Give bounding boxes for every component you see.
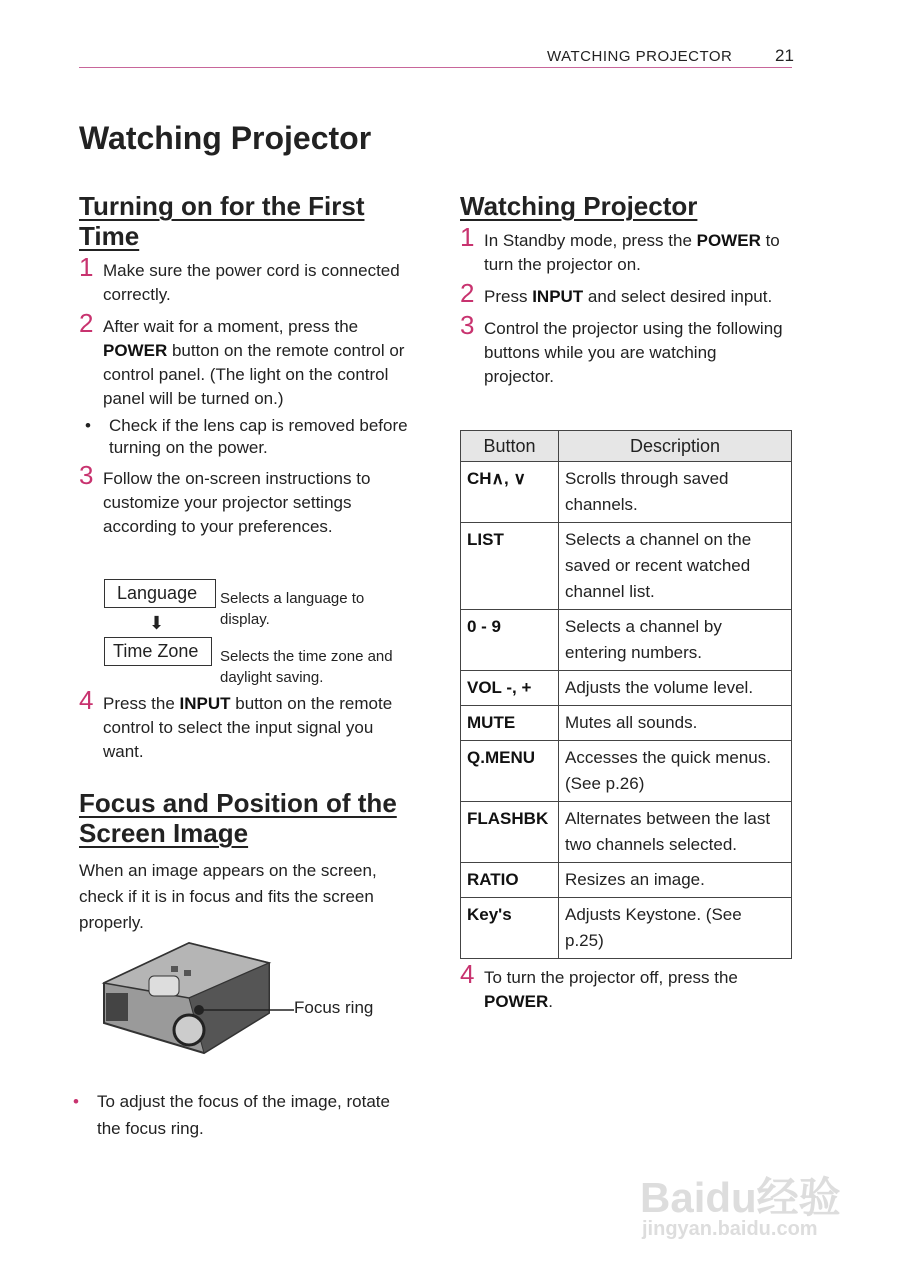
description-cell: Mutes all sounds. — [559, 706, 792, 741]
button-name-cell: Key's — [461, 898, 559, 959]
step-number: 2 — [79, 308, 94, 338]
column-header-button: Button — [461, 431, 559, 462]
button-name-cell: CH∧, ∨ — [461, 462, 559, 523]
bullet-icon: • — [73, 1092, 79, 1111]
focus-section — [79, 788, 399, 936]
arrow-down-icon: ⬇ — [149, 613, 165, 633]
button-name-cell: FLASHBK — [461, 802, 559, 863]
left-column — [79, 191, 414, 539]
bullet-focus — [73, 1084, 393, 1142]
table-row — [461, 523, 792, 610]
step-text: button on the remote control to select the input signal you want. — [103, 694, 393, 761]
table-row — [461, 898, 792, 959]
watermark-logo: Baidu经验 — [640, 1174, 841, 1221]
section-heading-first-time: Turning on for the First Time — [79, 191, 365, 251]
step-number: 1 — [79, 252, 94, 282]
table-row — [461, 863, 792, 898]
description-cell: Adjusts Keystone. (See p.25) — [559, 898, 792, 959]
step-text: Follow the on-screen instructions to customize your projector settings according to your preferences. — [103, 469, 371, 536]
step-number: 3 — [460, 310, 475, 340]
header-rule — [79, 67, 792, 68]
projector-illustration — [94, 938, 294, 1058]
bullet-text: To adjust the focus of the image, rotate the focus ring. — [97, 1092, 390, 1138]
step-number: 4 — [79, 685, 94, 715]
bullet-item — [73, 1088, 393, 1142]
step-text: button on the remote control or control panel. (The light on the control panel will be turned on.) — [103, 341, 405, 408]
step-1 — [79, 252, 414, 307]
column-header-description: Description — [559, 431, 792, 462]
button-name-cell: LIST — [461, 523, 559, 610]
input-keyword: INPUT — [532, 287, 584, 306]
table-row — [461, 462, 792, 523]
right-step-4 — [460, 959, 790, 1014]
step-text: Control the projector using the following buttons while you are watching projector. — [484, 319, 783, 386]
right-column — [460, 191, 790, 389]
description-cell: Adjusts the volume level. — [559, 671, 792, 706]
power-keyword: POWER — [696, 231, 761, 250]
flow-desc-time-zone: Selects the time zone and daylight saving. — [220, 648, 393, 686]
running-header: WATCHING PROJECTOR — [547, 48, 733, 65]
page-number: 21 — [775, 46, 794, 65]
bullet-lens-cap — [79, 415, 414, 459]
button-name-cell: Q.MENU — [461, 741, 559, 802]
step-3 — [79, 460, 414, 539]
step-text: After wait for a moment, press the — [103, 317, 359, 336]
bullet-icon: • — [85, 416, 91, 435]
button-name-cell: MUTE — [461, 706, 559, 741]
table-row — [461, 741, 792, 802]
description-cell: Selects a channel by entering numbers. — [559, 610, 792, 671]
description-cell: Selects a channel on the saved or recent watched channel list. — [559, 523, 792, 610]
page-title: Watching Projector — [79, 120, 372, 156]
bullet-text: Check if the lens cap is removed before turning on the power. — [109, 416, 408, 457]
step-number: 1 — [460, 222, 475, 252]
table-row — [461, 706, 792, 741]
button-table — [460, 430, 792, 959]
watermark-url: jingyan.baidu.com — [642, 1218, 818, 1240]
step-text: To turn the projector off, press the — [484, 968, 738, 987]
section-heading-focus: Focus and Position of the Screen Image — [79, 788, 397, 848]
step-text: Make sure the power cord is connected correctly. — [103, 261, 400, 304]
section-heading-watching: Watching Projector — [460, 191, 698, 221]
step-text: Press — [484, 287, 533, 306]
right-step-1 — [460, 222, 790, 277]
flow-desc-language: Selects a language to display. — [220, 590, 365, 628]
right-step-4-wrap — [460, 958, 790, 1014]
step-text: . — [548, 992, 553, 1011]
button-name-cell: VOL -, + — [461, 671, 559, 706]
focus-paragraph: When an image appears on the screen, check if it is in focus and fits the screen properly. — [79, 861, 377, 932]
flow-box-time-zone: Time Zone — [104, 637, 212, 666]
left-step-4 — [79, 684, 414, 764]
power-keyword: POWER — [484, 992, 549, 1011]
step-text: and select desired input. — [583, 287, 773, 306]
input-keyword: INPUT — [179, 694, 231, 713]
description-cell: Accesses the quick menus. (See p.26) — [559, 741, 792, 802]
step-text: Press the — [103, 694, 180, 713]
description-cell: Alternates between the last two channels selected. — [559, 802, 792, 863]
table-row — [461, 610, 792, 671]
button-name-cell: RATIO — [461, 863, 559, 898]
step-number: 2 — [460, 278, 475, 308]
table-row — [461, 671, 792, 706]
power-keyword: POWER — [103, 341, 168, 360]
step-2 — [79, 308, 414, 411]
button-name-cell: 0 - 9 — [461, 610, 559, 671]
description-cell: Resizes an image. — [559, 863, 792, 898]
step-4 — [79, 685, 414, 764]
table-row — [461, 802, 792, 863]
step-number: 3 — [79, 460, 94, 490]
focus-ring-callout: Focus ring — [294, 998, 374, 1017]
flow-box-language: Language — [104, 579, 216, 608]
description-cell: Scrolls through saved channels. — [559, 462, 792, 523]
step-text: to turn the projector on. — [484, 231, 780, 274]
right-step-3 — [460, 310, 790, 389]
right-step-2 — [460, 278, 790, 309]
step-text: In Standby mode, press the — [484, 231, 697, 250]
step-number: 4 — [460, 959, 475, 989]
